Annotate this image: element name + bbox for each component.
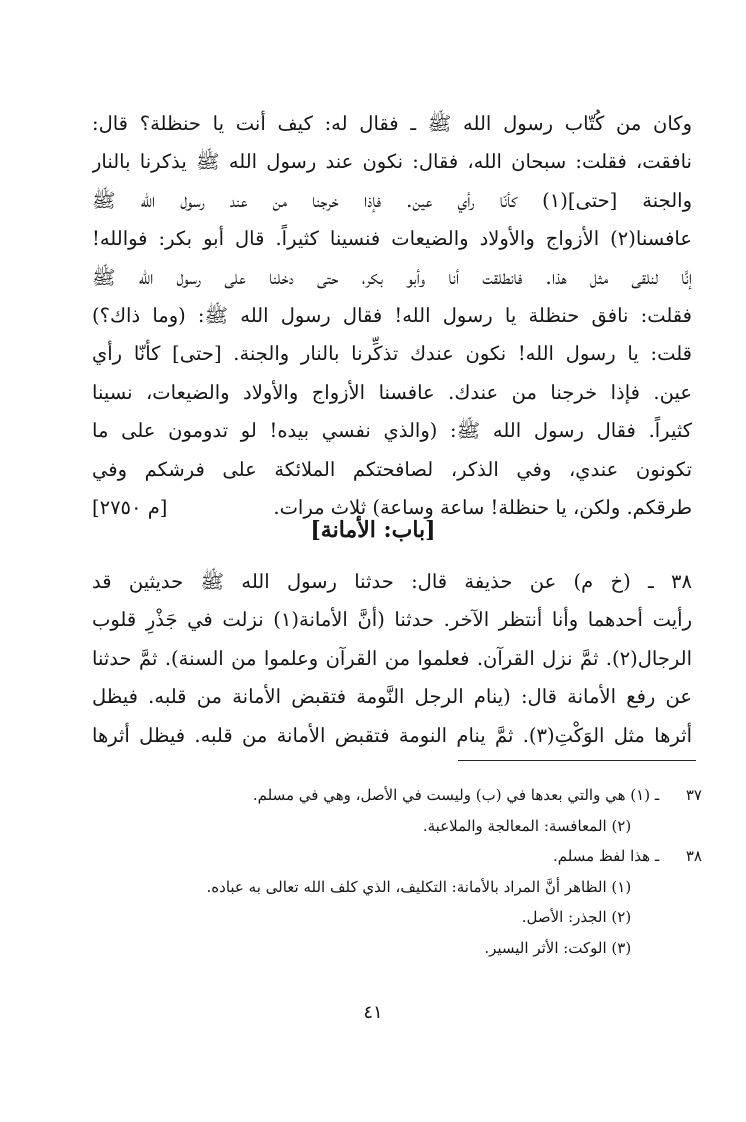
footnote-divider [458,760,696,761]
text-line: قلت: يا رسول الله! نكون عندك تذكِّرنا بالنار والجنة. [حتى] كأنّا رأي [92,342,692,366]
text-line: الرجال(٢). ثمَّ نزل القرآن. فعلموا من القرآن وعلموا من السنة). ثمَّ حدثنا [92,646,692,670]
text-line: وكان من كُتّاب رسول الله ﷺ ـ فقال له: كيف أنت يا حنظلة؟ قال: [92,112,692,135]
text-line-final-body: طرقكم. ولكن، يا حنظلة! ساعة وساعة) ثلاث مرات. [273,495,692,519]
hadith-38 [92,563,692,755]
footnote-hadith-number: ٣٧ [685,786,702,804]
text-line: نافقت، فقلت: سبحان الله، فقال: نكون عند رسول الله ﷺ يذكرنا بالنار [92,150,692,174]
footnote-text: ـ (١) هي والتي بعدها في (ب) وليست في الأصل، وهي في مسلم. [252,786,660,804]
footnote-hadith-number: ٣٨ [685,847,702,866]
footnotes [90,780,702,964]
text-line: والجنة [حتى](١) كأنّا رأي عين. فإذا خرجنا من عند رسول الله ﷺ [92,188,692,212]
text-line: كثيراً. فقال رسول الله ﷺ: (والذي نفسي بيده! لو تدومون على ما [92,419,692,443]
footnote-text: (١) الظاهر أنَّ المراد بالأمانة: التكليف، الذي كلف الله تعالى به عباده. [206,877,632,896]
footnote-line [90,933,702,964]
footnote-line [90,780,702,811]
text-line: عن رفع الأمانة قال: (ينام الرجل النَّومة فتقبض الأمانة من قلبه. فيظل [92,685,692,709]
text-line: عين. فإذا خرجنا من عندك. عافسنا الأزواج والأولاد والضيعات، نسينا [92,380,692,404]
footnote-line [90,811,702,842]
footnote-line [90,872,702,903]
text-line: فقلت: نافق حنظلة يا رسول الله! فقال رسول الله ﷺ: (وما ذاك؟) [92,303,692,327]
footnote-text: (٢) الجذر: الأصل. [521,908,632,927]
hadith-37-continuation [92,105,692,527]
footnote-text: ـ هذا لفظ مسلم. [553,847,660,866]
text-line: ٣٨ ـ (خ م) عن حذيفة قال: حدثنا رسول الله ﷺ حديثين قد [92,570,692,593]
text-line: أثرها مثل الوَكْتِ(٣). ثمَّ ينام النومة فتقبض الأمانة من قلبه. فيظل أثرها [92,723,692,747]
footnote-line [90,841,702,872]
source-reference: [م ٢٧٥٠] [92,495,168,519]
page-number: ٤١ [363,1002,383,1023]
text-line: رأيت أحدهما وأنا أنتظر الآخر. حدثنا (أنَّ الأمانة(١) نزلت في جَذْرِ قلوب [92,608,692,632]
text-line: تكونون عندي، وفي الذكر، لصافحتكم الملائكة على فرشكم وفي [92,457,692,481]
section-heading: [باب: الأمانة] [310,517,436,543]
footnote-text: (٢) المعافسة: المعالجة والملاعبة. [422,816,632,835]
text-line: عافسنا(٢) الأزواج والأولاد والضيعات فنسينا كثيراً. قال أبو بكر: فوالله! [92,227,692,251]
footnote-line [90,902,702,933]
footnote-text: (٣) الوكت: الأثر اليسير. [484,938,632,957]
text-line: إنَّا لنلقى مثل هذا. فانطلقت أنا وأبو بكر، حتى دخلنا على رسول الله ﷺ [92,265,692,289]
